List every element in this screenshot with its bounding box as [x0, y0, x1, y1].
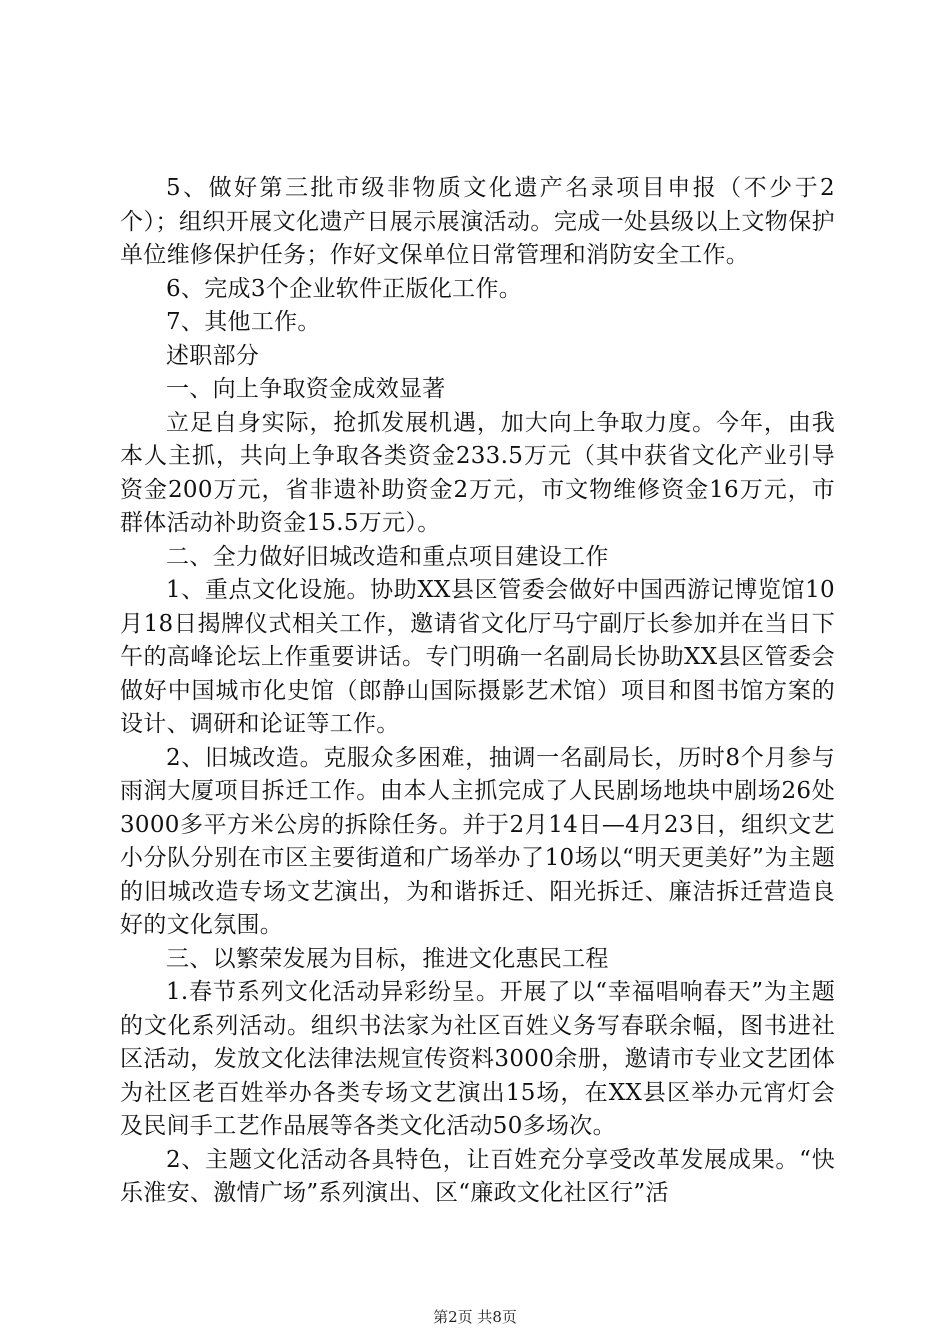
document-body: [120, 172, 835, 1211]
paragraph-old-city-renovation: 2、旧城改造。克服众多困难，抽调一名副局长，历时8个月参与雨润大厦项目拆迁工作。由本人主抓完成了人民剧场地块中剧场26处3000多平方米公房的拆除任务。并于2月14日—4月23日，组织文艺小分队分别在市区主要街道和广场举办了10场以“明天更美好”为主题的旧城改造专场文艺演出，为和谐拆迁、阳光拆迁、廉洁拆迁营造良好的文化氛围。: [120, 744, 835, 938]
page-number-footer: 第2页 共8页: [433, 1308, 517, 1326]
section-heading-funding: 一、向上争取资金成效显著: [166, 376, 446, 402]
paragraph-item-7: 7、其他工作。: [166, 309, 321, 335]
paragraph-spring-festival: 1.春节系列文化活动异彩纷呈。开展了以“幸福唱响春天”为主题的文化系列活动。组织书法家为社区百姓义务写春联余幅，图书进社区活动，发放文化法律法规宣传资料3000余册，邀请市专业文艺团体为社区老百姓举办各类专场文艺演出15场，在XX县区举办元宵灯会及民间手工艺作品展等各类文化活动50多场次。: [120, 979, 835, 1139]
paragraph-item-5: 5、做好第三批市级非物质文化遗产名录项目申报（不少于2个）；组织开展文化遗产日展示展演活动。完成一处县级以上文物保护单位维修保护任务；作好文保单位日常管理和消防安全工作。: [120, 175, 835, 268]
section-heading-renovation: 二、全力做好旧城改造和重点项目建设工作: [166, 543, 609, 570]
paragraph-theme-activities: 2、主题文化活动各具特色，让百姓充分享受改革发展成果。“快乐淮安、激情广场”系列演出、区“廉政文化社区行”活: [120, 1146, 835, 1206]
section-heading-culture-benefit: 三、以繁荣发展为目标，推进文化惠民工程: [166, 945, 609, 972]
paragraph-cultural-facilities: 1、重点文化设施。协助XX县区管委会做好中国西游记博览馆10月18日揭牌仪式相关工作，邀请省文化厅马宁副厅长参加并在当日下午的高峰论坛上作重要讲话。专门明确一名副局长协助XX县区管委会做好中国城市化史馆（郎静山国际摄影艺术馆）项目和图书馆方案的设计、调研和论证等工作。: [120, 577, 835, 737]
paragraph-funding: 立足自身实际，抢抓发展机遇，加大向上争取力度。今年，由我本人主抓，共向上争取各类资金233.5万元（其中获省文化产业引导资金200万元，省非遗补助资金2万元，市文物维修资金16万元，市群体活动补助资金15.5万元）。: [120, 409, 835, 536]
paragraph-item-6: 6、完成3个企业软件正版化工作。: [166, 275, 523, 302]
section-heading-report: 述职部分: [166, 342, 260, 369]
